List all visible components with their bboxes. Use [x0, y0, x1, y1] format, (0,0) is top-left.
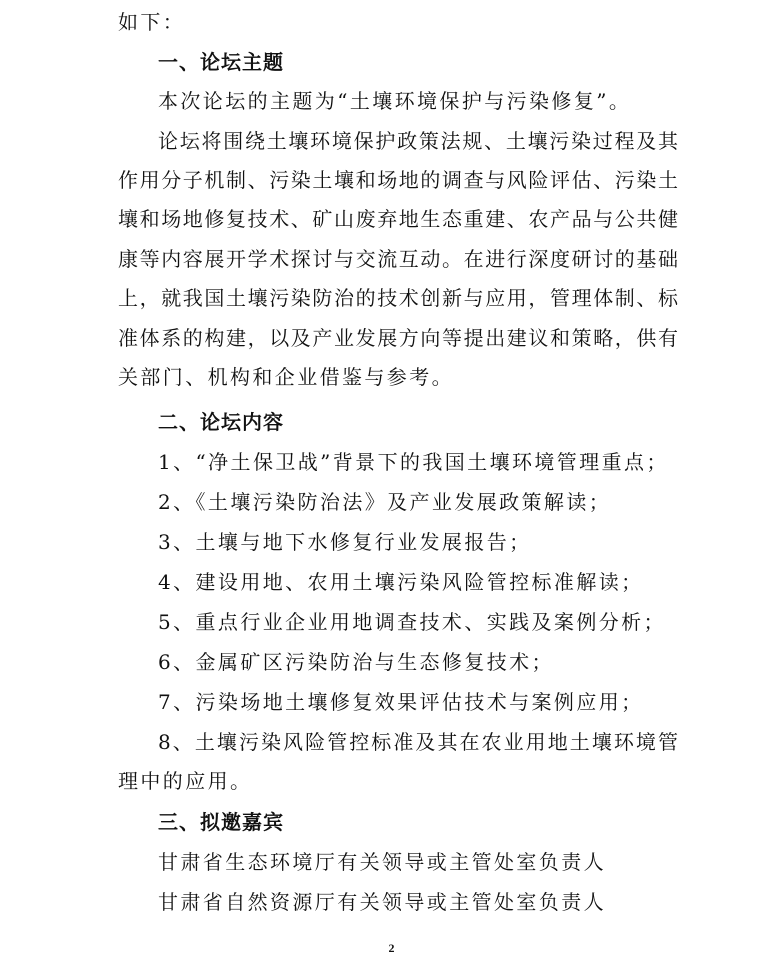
list-item: 8、土壤污染风险管控标准及其在农业用地土壤环境管: [158, 730, 678, 754]
paragraph-line: 上，就我国土壤污染防治的技术创新与应用，管理体制、标: [118, 286, 678, 310]
paragraph-line: 作用分子机制、污染土壤和场地的调查与风险评估、污染土: [118, 168, 678, 192]
list-item-continuation: 理中的应用。: [118, 769, 253, 793]
paragraph-line: 准体系的构建，以及产业发展方向等提出建议和策略，供有: [118, 326, 678, 350]
intro-text: 如下：: [118, 10, 186, 34]
page-number: 2: [388, 941, 395, 955]
list-item: 2、《土壤污染防治法》及产业发展政策解读；: [158, 490, 612, 514]
section-heading-content: 二、论坛内容: [158, 410, 284, 434]
list-item: 7、污染场地土壤修复效果评估技术与案例应用；: [158, 690, 644, 714]
section-heading-theme: 一、论坛主题: [158, 50, 284, 74]
list-item: 1、“净土保卫战”背景下的我国土壤环境管理重点；: [158, 450, 669, 474]
list-item: 4、建设用地、农用土壤污染风险管控标准解读；: [158, 570, 644, 594]
guest-item: 甘肃省自然资源厅有关领导或主管处室负责人: [158, 890, 606, 914]
paragraph-line: 关部门、机构和企业借鉴与参考。: [118, 365, 454, 389]
paragraph-line: 康等内容展开学术探讨与交流互动。在进行深度研讨的基础: [118, 247, 678, 271]
list-item: 5、重点行业企业用地调查技术、实践及案例分析；: [158, 610, 666, 634]
theme-statement: 本次论坛的主题为“土壤环境保护与污染修复”。: [158, 89, 632, 113]
guest-item: 甘肃省生态环境厅有关领导或主管处室负责人: [158, 850, 606, 874]
list-item: 6、金属矿区污染防治与生态修复技术；: [158, 650, 554, 674]
paragraph-line: 壤和场地修复技术、矿山废弃地生态重建、农产品与公共健: [118, 207, 678, 231]
list-item: 3、土壤与地下水修复行业发展报告；: [158, 530, 532, 554]
section-heading-guests: 三、拟邀嘉宾: [158, 810, 284, 834]
paragraph-line: 论坛将围绕土壤环境保护政策法规、土壤污染过程及其: [158, 129, 678, 153]
